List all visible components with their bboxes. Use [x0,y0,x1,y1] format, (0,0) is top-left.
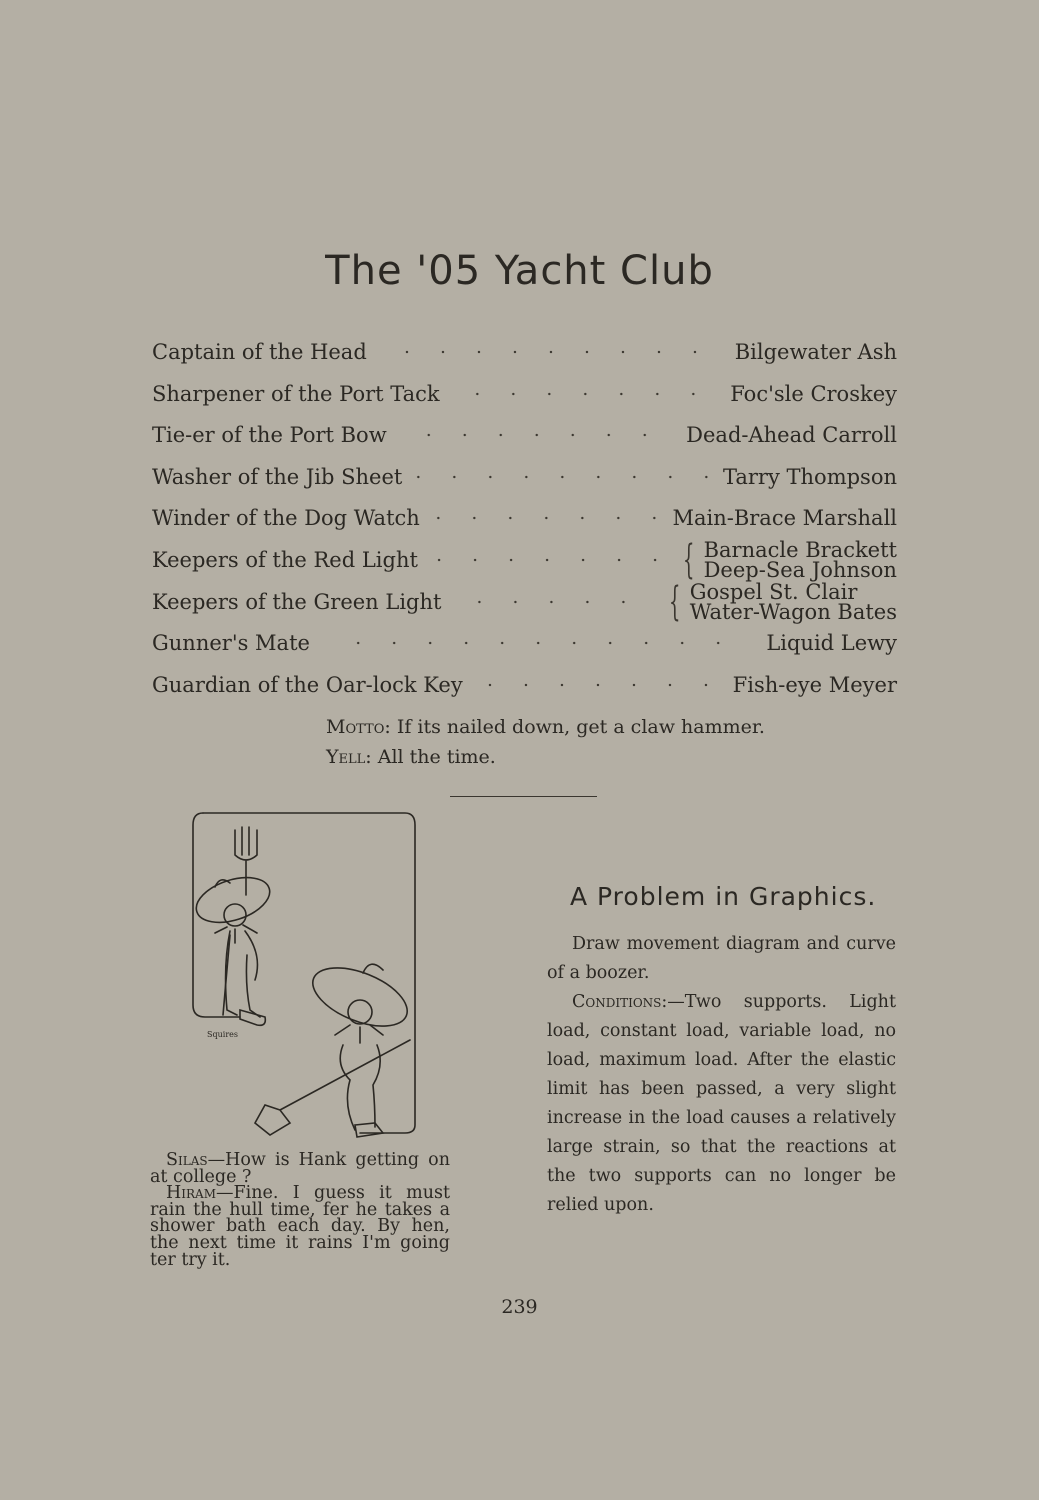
dot-leader [454,392,717,396]
yell-label: Yell: [326,746,372,768]
officer-name: Water-Wagon Bates [689,600,897,624]
dot-leader [477,683,719,687]
officer-role: Guardian of the Oar-lock Key [152,673,463,697]
officer-name: Tarry Thompson [723,465,897,489]
speaker-silas: Silas [166,1150,208,1170]
caption-line: —Fine. I guess it must rain the hull time, fer he takes a shower bath each day. By hen, the next time it rains I'm going ter try it. [150,1183,450,1270]
problem-paragraph: :—Two supports. Light load, constant load, variable load, no load, maximum load. After the elastic limit has been passed, a very slight increase in the load causes a relatively large strain, so that the reactions at the two supports can no longer be relied upon. [547,992,896,1215]
cartoon-illustration [185,805,425,1150]
officer-names [662,579,897,625]
officer-row [152,497,897,539]
dot-leader [432,558,662,562]
cartoon-caption [150,1152,450,1268]
officer-row [152,414,897,456]
officer-role: Sharpener of the Port Tack [152,382,440,406]
officer-name: Dead-Ahead Carroll [686,423,897,447]
dot-leader [416,475,709,479]
officer-name: Gospel St. Clair [689,580,858,604]
problem-heading: A Problem in Graphics. [570,882,877,911]
problem-paragraph: Draw movement diagram and curve of a boozer. [547,934,896,983]
motto-text: If its nailed down, get a claw hammer. [396,716,765,738]
dot-leader [434,516,659,520]
page-number: 239 [501,1296,538,1318]
officer-name: Deep-Sea Johnson [703,558,897,582]
officer-row [152,622,897,664]
conditions-label: Conditions [572,992,662,1012]
officer-row [152,456,897,498]
officer-row [152,373,897,415]
motto-label: Motto: [326,716,391,738]
officer-role: Keepers of the Red Light [152,548,418,572]
officer-name: Foc'sle Croskey [730,382,897,406]
divider [450,796,597,797]
motto [326,716,765,738]
officer-row [152,581,897,623]
officer-role: Captain of the Head [152,340,367,364]
officer-name: Main-Brace Marshall [672,506,897,530]
dot-leader [381,350,721,354]
officer-name: Bilgewater Ash [734,340,897,364]
officer-role: Winder of the Dog Watch [152,506,420,530]
problem-text [547,930,896,1220]
speaker-hiram: Hiram [166,1183,216,1204]
page-title: The '05 Yacht Club [325,248,714,294]
yell-text: All the time. [377,746,496,768]
dot-leader [324,641,752,645]
brace-icon: { [669,579,681,625]
dot-leader [455,600,648,604]
signature: Squires [207,1030,238,1039]
officer-row [152,664,897,706]
officer-name: Barnacle Brackett [703,538,897,562]
officer-role: Tie-er of the Port Bow [152,423,387,447]
yell [326,746,496,768]
officer-row [152,539,897,581]
officer-row [152,331,897,373]
officer-role: Gunner's Mate [152,631,310,655]
dot-leader [401,433,673,437]
brace-icon: { [683,537,695,583]
caption-line: —How is Hank getting on at college ? [150,1150,450,1187]
officer-role: Washer of the Jib Sheet [152,465,403,489]
officer-name: Liquid Lewy [766,631,897,655]
officer-name: Fish-eye Meyer [732,673,897,697]
officer-role: Keepers of the Green Light [152,590,442,614]
officer-names [676,537,897,583]
